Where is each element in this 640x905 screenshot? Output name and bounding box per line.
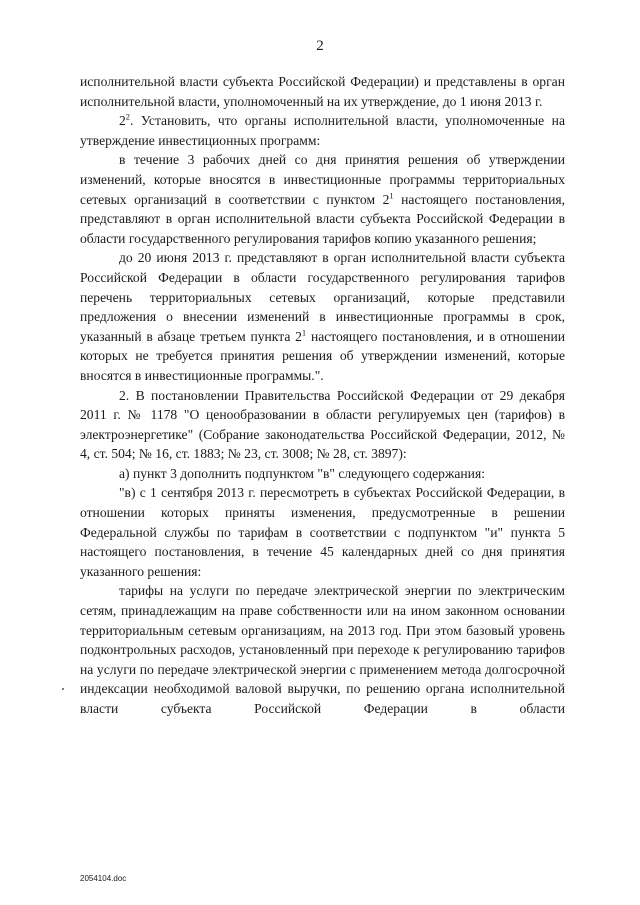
footer-filename: 2054104.doc [80,874,127,883]
paragraph-item-2: 2. В постановлении Правительства Российской Федерации от 29 декабря 2011 г. № 1178 "О ценообразовании в области регулируемых цен (тарифов) в электроэнергетике" (Собрание законодательства Российской Федерации, 2012, № 4, ст. 504; № 16, ст. 1883; № 23, ст. 3008; № 28, ст. 3897): [80,387,565,462]
paragraph-within-3-days: в течение 3 рабочих дней со дня принятия решения об утверждении изменений, которые вносятся в инвестиционные программы территориальных сетевых организаций в соответствии с пунктом $2^1$ настоящего постановления, представляют в орган исполнительной власти субъекта Российской Федерации в области государственного регулирования тарифов копию указанного решения; [80,152,565,246]
superscript: 2 [125,111,131,122]
superscript: 1 [389,190,394,201]
paragraph-tariffs: тарифы на услуги по передаче электрической энергии по электрическим сетям, принадлежащим на праве собственности или на ином законном основании территориальным сетевым организациям, на 2013 год. При этом базовый уровень подконтрольных расходов, установленный при переходе к регулированию тарифов на услуги по передаче электрической энергии с применением метода долгосрочной индексации необходимой валовой выручки, по решению органа исполнительной власти субъекта Российской Федерации в области [80,583,565,716]
document-body [80,72,565,719]
paragraph-until-june-20: до 20 июня 2013 г. представляют в орган исполнительной власти субъекта Российской Федерации в области государственного регулирования тарифов перечень территориальных сетевых организаций, которые представили предложения о внесении изменений в инвестиционные программы в срок, указанный в абзаце третьем пункта $2^1$ настоящего постановления, и в отношении которых не требуется принятия решения об утверждении изменений, которые вносятся в инвестиционные программы.". [80,250,565,383]
superscript: 1 [301,327,307,338]
margin-mark [62,688,64,690]
page-number: 2 [316,38,324,54]
paragraph-continuation: исполнительной власти субъекта Российской Федерации) и представлены в орган исполнительной власти, уполномоченный на их утверждение, до 1 июня 2013 г. [80,74,565,109]
paragraph-subitem-a: а) пункт 3 дополнить подпунктом "в" следующего содержания: [119,465,485,481]
paragraph-subitem-v: "в) с 1 сентября 2013 г. пересмотреть в субъектах Российской Федерации, в отношении которых приняты изменения, предусмотренные в решении Федеральной службы по тарифам в соответствии с подпунктом "и" пункта 5 настоящего постановления, в течение 45 календарных дней со дня принятия указанного решения: [80,485,565,579]
paragraph-clause-2-2: $2^2$. Установить, что органы исполнительной власти, уполномоченные на утверждение инвестиционных программ: [80,111,565,148]
